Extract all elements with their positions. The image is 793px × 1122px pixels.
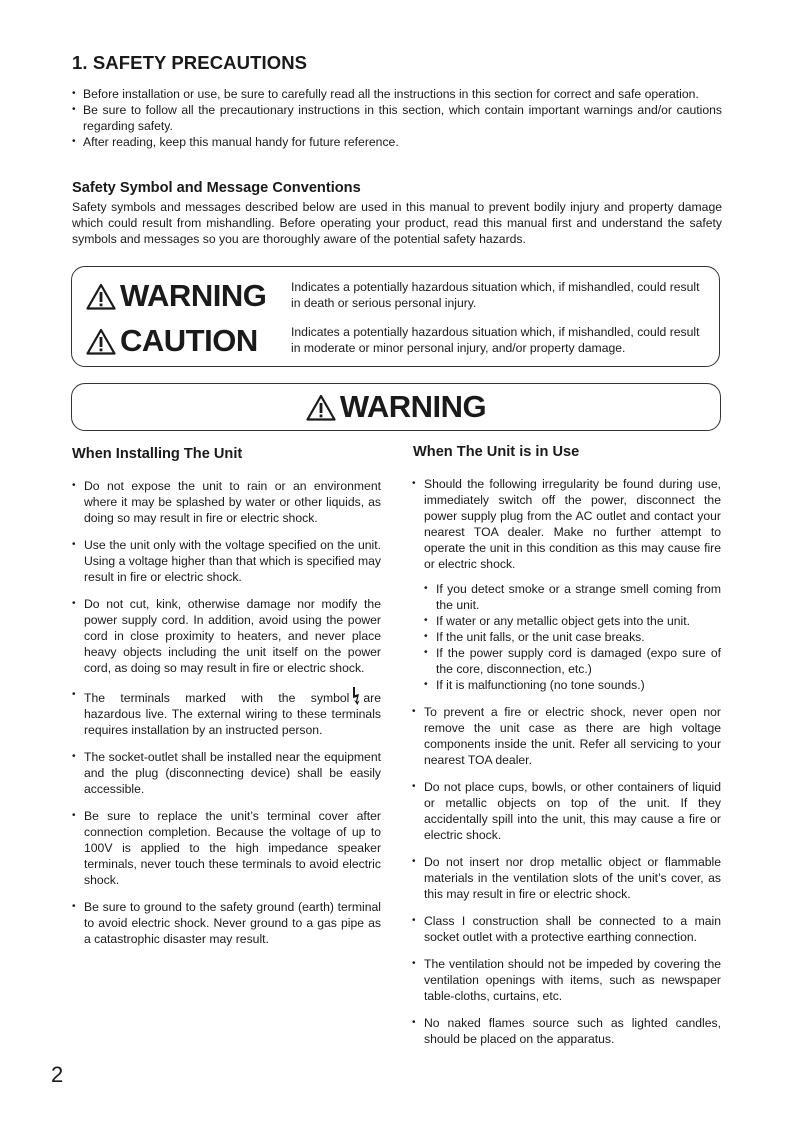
in-use-item: • Do not place cups, bowls, or other containers of liquid or metallic objects on top of the unit. If they accidentally spill into the unit, this may cause a fire or electric shock. <box>412 779 721 843</box>
terminal-text-before: The terminals marked with the symbol <box>84 691 350 705</box>
in-use-list <box>412 476 721 1058</box>
irregularity-sublist <box>424 581 721 693</box>
irregularity-subitem: • If water or any metallic object gets into the unit. <box>424 613 721 629</box>
conventions-text: Safety symbols and messages described below are used in this manual to prevent bodily injury and property damage which could result from mishandling. Before operating your product, read this manual first and understand the safety symbols and messages so you are thoroughly aware of the potential safety hazards. <box>72 200 722 246</box>
legend-caution <box>86 323 258 359</box>
in-use-item: • Class I construction shall be connected to a main socket outlet with a protective earthing connection. <box>412 913 721 945</box>
installing-item: • Be sure to replace the unit’s terminal cover after connection completion. Because the voltage of up to 100V is applied to the high impedance speaker terminals, never touch these terminals to avoid electric shock. <box>72 808 381 888</box>
warning-banner <box>71 383 721 431</box>
page-number: 2 <box>51 1062 64 1087</box>
warning-triangle-icon <box>86 283 116 310</box>
in-use-heading: When The Unit is in Use <box>413 444 580 460</box>
legend-warning-desc: Indicates a potentially hazardous situation which, if mishandled, could result in death or serious personal injury. <box>291 280 700 310</box>
in-use-item: • Do not insert nor drop metallic object or flammable materials in the ventilation slots of the unit’s cover, as this may result in fire or electric shock. <box>412 854 721 902</box>
installing-item: • Do not expose the unit to rain or an environment where it may be splashed by water or other liquids, as doing so may result in fire or electric shock. <box>72 478 381 526</box>
installing-item: • Do not cut, kink, otherwise damage nor modify the power supply cord. In addition, avoid using the power cord in close proximity to heaters, and never place heavy objects including the unit itself on the power cord, as doing so may result in fire or electric shock. <box>72 596 381 676</box>
hazardous-live-symbol-icon <box>351 687 361 705</box>
installing-item-terminals <box>72 687 381 738</box>
irregularity-text: Should the following irregularity be found during use, immediately switch off the power, disconnect the power supply plug from the AC outlet and contact your nearest TOA dealer. Make no further attempt to operate the unit in this condition as this may cause fire or electric shock. <box>424 477 721 571</box>
irregularity-subitem: • If the unit falls, or the unit case breaks. <box>424 629 721 645</box>
irregularity-subitem: • If the power supply cord is damaged (expo sure of the core, disconnection, etc.) <box>424 645 721 677</box>
installing-list <box>72 478 381 958</box>
warning-banner-word: WARNING <box>339 389 487 424</box>
irregularity-subitem: • If it is malfunctioning (no tone sounds.) <box>424 677 721 693</box>
in-use-item-irregularity <box>412 476 721 693</box>
legend-caution-desc: Indicates a potentially hazardous situation which, if mishandled, could result in moderate or minor personal injury, and/or property damage. <box>291 325 700 355</box>
intro-bullet: • Be sure to follow all the precautionary instructions in this section, which contain important warnings and/or cautions regarding safety. <box>72 102 722 134</box>
intro-bullet: • After reading, keep this manual handy for future reference. <box>72 134 722 150</box>
terminal-text-after: are hazardous live. The external wiring to these terminals requires installation by an instructed person. <box>84 691 381 737</box>
page-title: 1. SAFETY PRECAUTIONS <box>72 52 308 73</box>
legend-warning <box>86 278 266 314</box>
in-use-item: • No naked flames source such as lighted candles, should be placed on the apparatus. <box>412 1015 721 1047</box>
legend-caution-word: CAUTION <box>120 323 258 358</box>
irregularity-subitem: • If you detect smoke or a strange smell coming from the unit. <box>424 581 721 613</box>
installing-heading: When Installing The Unit <box>72 446 243 462</box>
intro-bullet: • Before installation or use, be sure to carefully read all the instructions in this section for correct and safe operation. <box>72 86 722 102</box>
installing-item: • Use the unit only with the voltage specified on the unit. Using a voltage higher than that which is specified may result in fire or electric shock. <box>72 537 381 585</box>
legend-warning-word: WARNING <box>120 278 267 313</box>
installing-item: • Be sure to ground to the safety ground (earth) terminal to avoid electric shock. Never ground to a gas pipe as a catastrophic disaster may result. <box>72 899 381 947</box>
warning-triangle-icon <box>306 394 336 421</box>
installing-item: • The socket-outlet shall be installed near the equipment and the plug (disconnecting device) shall be easily accessible. <box>72 749 381 797</box>
intro-list <box>72 86 722 150</box>
conventions-heading: Safety Symbol and Message Conventions <box>72 180 361 196</box>
caution-triangle-icon <box>86 328 116 355</box>
in-use-item: • To prevent a fire or electric shock, never open nor remove the unit case as there are high voltage components inside the unit. Refer all servicing to your nearest TOA dealer. <box>412 704 721 768</box>
in-use-item: • The ventilation should not be impeded by covering the ventilation openings with items, such as newspaper table-cloths, curtains, etc. <box>412 956 721 1004</box>
